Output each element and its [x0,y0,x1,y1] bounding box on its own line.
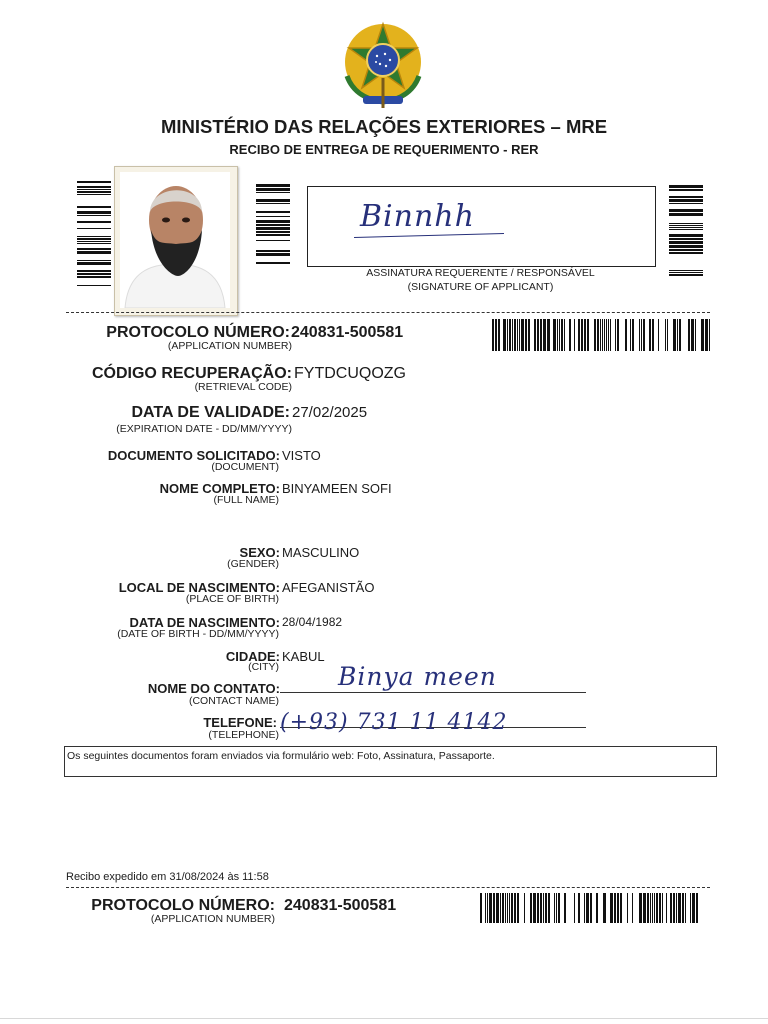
document-label: DOCUMENTO SOLICITADO: [107,448,280,463]
barcode-left [77,181,111,287]
signature-caption: ASSINATURA REQUERENTE / RESPONSÁVEL [366,267,595,279]
applicant-signature: Binnhh [360,199,475,234]
gender-label: SEXO: [239,545,280,560]
birth-place-sublabel: (PLACE OF BIRTH) [185,593,279,605]
document-value: VISTO [282,448,321,463]
protocol-value: 240831-500581 [291,324,404,341]
footer-protocol-value: 240831-500581 [284,897,397,914]
validity-label: DATA DE VALIDADE: [131,404,290,421]
retrieval-sublabel: (RETRIEVAL CODE) [194,381,292,393]
phone-label: TELEFONE: [203,715,277,730]
city-sublabel: (CITY) [248,661,279,673]
document-sublabel: (DOCUMENT) [211,461,279,473]
notes-box [64,746,717,777]
contact-handwritten: Binya meen [338,662,497,691]
contact-sublabel: (CONTACT NAME) [188,695,279,707]
contact-line [280,692,586,693]
retrieval-value: FYTDCUQOZG [294,365,406,382]
validity-value: 27/02/2025 [292,404,368,421]
brazil-coat-of-arms-icon [333,18,433,112]
receipt-title: RECIBO DE ENTREGA DE REQUERIMENTO - RER [229,142,539,157]
separator-top [66,312,710,313]
full-name-sublabel: (FULL NAME) [213,494,279,506]
birth-place-value: AFEGANISTÃO [282,580,375,595]
birth-date-label: DATA DE NASCIMENTO: [129,615,280,630]
validity-sublabel: (EXPIRATION DATE - DD/MM/YYYY) [116,423,292,435]
barcode-protocol [492,319,710,351]
footer-protocol-label: PROTOCOLO NÚMERO: [91,897,275,914]
birth-date-value: 28/04/1982 [282,615,343,629]
page-edge [0,1018,768,1019]
phone-sublabel: (TELEPHONE) [208,729,279,741]
footer-protocol-sublabel: (APPLICATION NUMBER) [150,913,275,925]
applicant-photo [114,166,238,316]
birth-date-sublabel: (DATE OF BIRTH - DD/MM/YYYY) [117,628,279,640]
notes-text: Os seguintes documentos foram enviados via formulário web: Foto, Assinatura, Passaporte. [67,750,495,762]
gender-value: MASCULINO [282,545,360,560]
barcode-footer [480,893,698,923]
protocol-sublabel: (APPLICATION NUMBER) [167,340,292,352]
ministry-title: MINISTÉRIO DAS RELAÇÕES EXTERIORES – MRE [160,116,608,137]
gender-sublabel: (GENDER) [227,558,279,570]
issued-text: Recibo expedido em 31/08/2024 às 11:58 [66,871,269,883]
retrieval-label: CÓDIGO RECUPERAÇÃO: [91,365,292,382]
phone-handwritten: (+93) 731 11 4142 [280,710,508,735]
contact-label: NOME DO CONTATO: [147,681,280,696]
city-label: CIDADE: [225,649,280,664]
city-value: KABUL [282,649,325,664]
separator-bottom [66,887,710,888]
protocol-label: PROTOCOLO NÚMERO: [106,324,290,341]
signature-caption-en: (SIGNATURE OF APPLICANT) [407,281,554,293]
barcode-middle [256,184,290,264]
full-name-label: NOME COMPLETO: [159,481,280,496]
full-name-value: BINYAMEEN SOFI [282,481,392,496]
barcode-right [669,181,703,285]
signature-box [307,186,656,267]
birth-place-label: LOCAL DE NASCIMENTO: [118,580,280,595]
